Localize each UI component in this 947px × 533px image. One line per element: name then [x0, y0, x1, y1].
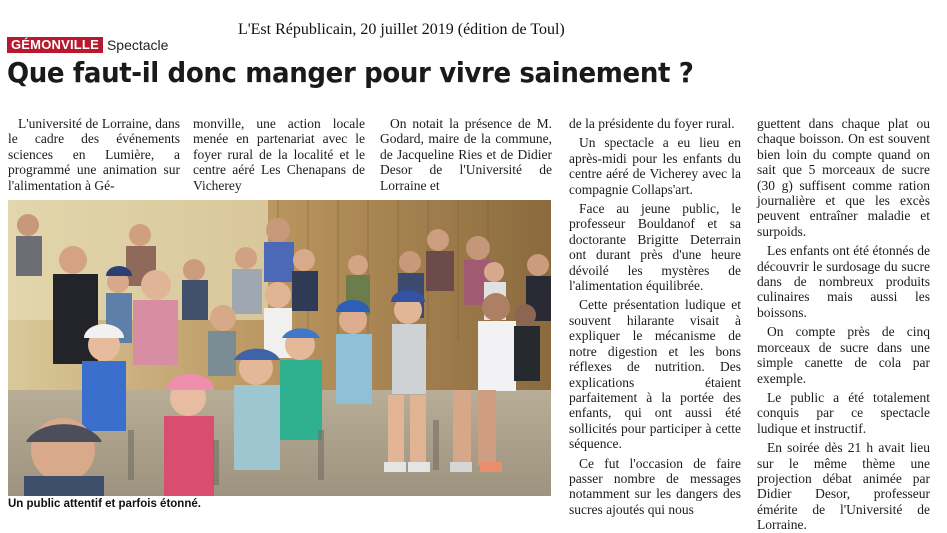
paragraph: Un spectacle a eu lieu en après-midi pour les enfants du centre aéré de Vicherey avec la compagnie Collaps'art.: [569, 135, 741, 197]
article-photo: [8, 200, 551, 496]
paragraph: de la présidente du foyer rural.: [569, 116, 735, 131]
paragraph: On notait la présence de M. Godard, maire de la commune, de Jacqueline Ries et de Didier Desor de l'Université de Lorraine et: [380, 116, 552, 193]
article-column-1: [8, 116, 180, 193]
paragraph: guettent dans chaque plat ou chaque boisson. On est souvent bien loin du compte quand on sait que 5 morceaux de sucre (30 g) suffisent comme ration journalière et que les excès peuvent entraîner maladie et surpoids.: [757, 116, 930, 239]
paragraph: Cette présentation ludique et souvent hilarante visait à expliquer le mécanisme de notre digestion et les bons réflexes de nutrition. Des explications étaient parfaitement à la portée des enfants, qui ont aussi été sollicités pour participer à cette séquence.: [569, 297, 741, 452]
paragraph: On compte près de cinq morceaux de sucre dans une simple canette de cola par exemple.: [757, 324, 930, 386]
kicker-rubric: Spectacle: [106, 37, 169, 53]
paragraph: monville, une action locale menée en partenariat avec le foyer rural de la localité et le centre aéré Les Chenapans de Vicherey: [193, 116, 365, 193]
paragraph: En soirée dès 21 h avait lieu sur le même thème une projection débat animée par Didier Desor, professeur émérite de l'Université de Lorraine.: [757, 440, 930, 533]
article-column-5: [757, 116, 930, 533]
audience-photo-illustration: [8, 200, 551, 496]
article-column-3: [380, 116, 552, 193]
paragraph: Face au jeune public, le professeur Bouldanof et sa doctorante Brigitte Deterrain ont durant près d'une heure dévoilé les mystères de l'alimentation équilibrée.: [569, 201, 741, 294]
photo-caption: Un public attentif et parfois étonné.: [8, 498, 201, 510]
article-column-4: [569, 116, 741, 517]
paragraph: Ce fut l'occasion de faire passer nombre de messages notamment sur les dangers des sucres ajoutés qui nous: [569, 455, 741, 517]
kicker-location: GÉMONVILLE: [7, 37, 103, 53]
paragraph: Les enfants ont été étonnés de découvrir le surdosage du sucre dans de nombreux produits culinaires mais aussi les boissons.: [757, 243, 930, 320]
paragraph: L'université de Lorraine, dans le cadre des événements sciences en Lumière, a programmé une animation sur l'alimentation à Gé-: [8, 116, 180, 193]
article-column-2: [193, 116, 365, 193]
section-kicker: [7, 37, 168, 53]
source-line: L'Est Républicain, 20 juillet 2019 (édition de Toul): [238, 21, 565, 38]
paragraph: Le public a été totalement conquis par ce spectacle ludique et instructif.: [757, 389, 930, 436]
article-headline: Que faut-il donc manger pour vivre sainement ?: [7, 56, 694, 89]
